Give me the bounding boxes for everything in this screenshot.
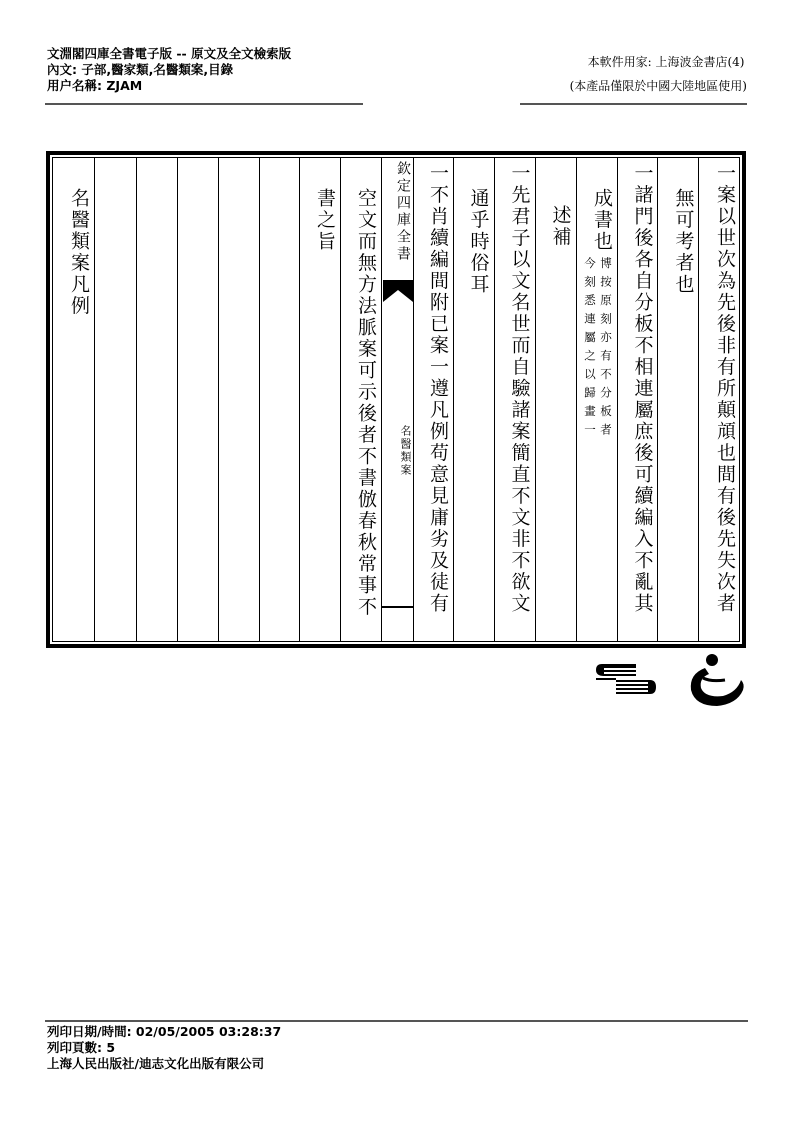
column-text: 書之旨 bbox=[314, 188, 336, 253]
centerfold bbox=[381, 157, 413, 642]
column-text: 名醫類案凡例 bbox=[68, 188, 90, 317]
text-column-2 bbox=[657, 157, 698, 642]
content-path: 內文: 子部,醫家類,名醫類案,目錄 bbox=[47, 62, 234, 77]
column-text: 成書也 bbox=[591, 188, 613, 253]
annotation-right: 博按原刻亦有不分板者 bbox=[599, 257, 613, 442]
text-column-14 bbox=[136, 157, 177, 642]
text-column-7 bbox=[453, 157, 494, 642]
print-datetime: 列印日期/時間: 02/05/2005 03:28:37 bbox=[47, 1024, 282, 1039]
header-left bbox=[47, 46, 291, 94]
column-text: 通乎時俗耳 bbox=[467, 188, 490, 296]
text-column-10 bbox=[299, 157, 340, 642]
text-column-1 bbox=[698, 157, 740, 642]
user-name: 用户名稱: ZJAM bbox=[47, 78, 143, 93]
text-column-13 bbox=[177, 157, 218, 642]
centerfold-book-title: 名醫類案 bbox=[399, 425, 412, 477]
text-column-4 bbox=[576, 157, 617, 642]
fish-tail-mark-icon bbox=[383, 280, 413, 302]
text-column-9 bbox=[340, 157, 381, 642]
text-column-15 bbox=[94, 157, 136, 642]
text-column-11 bbox=[259, 157, 299, 642]
header-rule-left bbox=[45, 103, 363, 105]
column-text: 一諸門後各自分板不相連屬庶後可續編入不亂其 bbox=[631, 163, 654, 615]
text-column-6 bbox=[494, 157, 535, 642]
text-column-8 bbox=[413, 157, 453, 642]
column-text: 一不肖續編間附已案一遵凡例苟意見庸劣及徒有 bbox=[427, 163, 449, 615]
header-right bbox=[570, 50, 747, 98]
column-text: 無可考者也 bbox=[672, 188, 695, 296]
centerfold-rule bbox=[382, 606, 413, 608]
footer bbox=[47, 1024, 281, 1072]
print-page-count: 列印頁數: 5 bbox=[47, 1040, 116, 1055]
footer-rule bbox=[45, 1020, 748, 1022]
region-notice: (本產品僅限於中國大陸地區使用) bbox=[569, 79, 747, 93]
column-text: 述補 bbox=[549, 205, 572, 248]
column-text: 一案以世次為先後非有所顛頏也間有後先失次者 bbox=[714, 163, 736, 615]
text-column-5 bbox=[535, 157, 576, 642]
column-text: 一先君子以文名世而自驗諸案簡直不文非不欲文 bbox=[508, 163, 531, 615]
licensee: 本軟件用家: 上海波金書店(4) bbox=[587, 55, 745, 69]
brush-circle-logo-icon bbox=[685, 652, 747, 708]
text-column-12 bbox=[218, 157, 259, 642]
text-column-16 bbox=[52, 157, 94, 642]
publisher-credit: 上海人民出版社/迪志文化出版有限公司 bbox=[47, 1056, 265, 1071]
header-rule-right bbox=[520, 103, 747, 105]
s-stripes-logo-icon bbox=[594, 662, 658, 696]
product-title: 文淵閣四庫全書電子版 -- 原文及全文檢索版 bbox=[47, 46, 292, 61]
column-text: 空文而無方法脈案可示後者不書倣春秋常事不 bbox=[355, 188, 377, 618]
text-column-3 bbox=[617, 157, 657, 642]
annotation-left: 今刻悉連屬之以歸畫一 bbox=[583, 257, 597, 442]
centerfold-series-label: 欽定四庫全書 bbox=[395, 161, 411, 263]
